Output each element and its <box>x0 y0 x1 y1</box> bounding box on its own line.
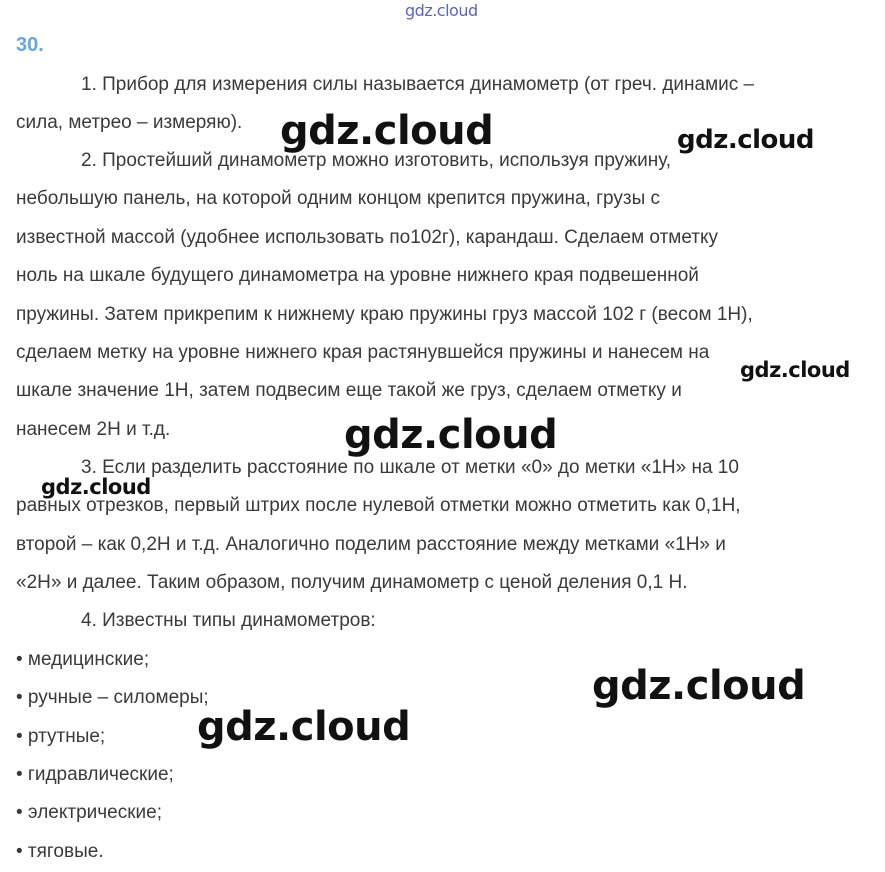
paragraph-line: 3. Если разделить расстояние по шкале от метки «0» до метки «1Н» на 10 <box>81 457 739 478</box>
list-item: • медицинские; <box>16 649 150 670</box>
paragraph-line: нанесем 2Н и т.д. <box>16 419 171 440</box>
list-item: • электрические; <box>16 802 163 823</box>
task-number: 30. <box>16 34 44 56</box>
paragraph-line: равных отрезков, первый штрих после нулевой отметки можно отметить как 0,1Н, <box>16 495 741 516</box>
list-item: • ручные – силомеры; <box>16 687 209 708</box>
list-item: • ртутные; <box>16 726 106 747</box>
paragraph-line: второй – как 0,2Н и т.д. Аналогично поделим расстояние между метками «1Н» и <box>16 534 726 555</box>
paragraph-line: небольшую панель, на которой одним концом крепится пружина, грузы с <box>16 188 661 209</box>
paragraph-line: «2Н» и далее. Таким образом, получим динамометр с ценой деления 0,1 Н. <box>16 572 688 593</box>
watermark: gdz.cloud <box>740 358 850 382</box>
site-watermark: gdz.cloud <box>405 1 478 20</box>
watermark: gdz.cloud <box>344 412 558 458</box>
paragraph-line: пружины. Затем прикрепим к нижнему краю пружины груз массой 102 г (весом 1Н), <box>16 304 753 325</box>
paragraph-line: известной массой (удобнее использовать по102г), карандаш. Сделаем отметку <box>16 227 719 248</box>
paragraph-line: 4. Известны типы динамометров: <box>81 610 376 631</box>
watermark: gdz.cloud <box>592 663 806 709</box>
watermark: gdz.cloud <box>41 475 151 499</box>
paragraph-line: ноль на шкале будущего динамометра на уровне нижнего края подвешенной <box>16 265 699 286</box>
list-item: • гидравлические; <box>16 764 174 785</box>
watermark: gdz.cloud <box>677 125 815 155</box>
paragraph-line: 1. Прибор для измерения силы называется динамометр (от греч. динамис – <box>81 74 755 95</box>
paragraph-line: сила, метрео – измеряю). <box>16 112 243 133</box>
paragraph-line: 2. Простейший динамометр можно изготовить, используя пружину, <box>81 150 672 171</box>
list-item: • тяговые. <box>16 841 104 862</box>
watermark: gdz.cloud <box>280 108 494 154</box>
paragraph-line: шкале значение 1Н, затем подвесим еще такой же груз, сделаем отметку и <box>16 380 682 401</box>
paragraph-line: сделаем метку на уровне нижнего края растянувшейся пружины и нанесем на <box>16 342 710 363</box>
watermark: gdz.cloud <box>197 704 411 750</box>
